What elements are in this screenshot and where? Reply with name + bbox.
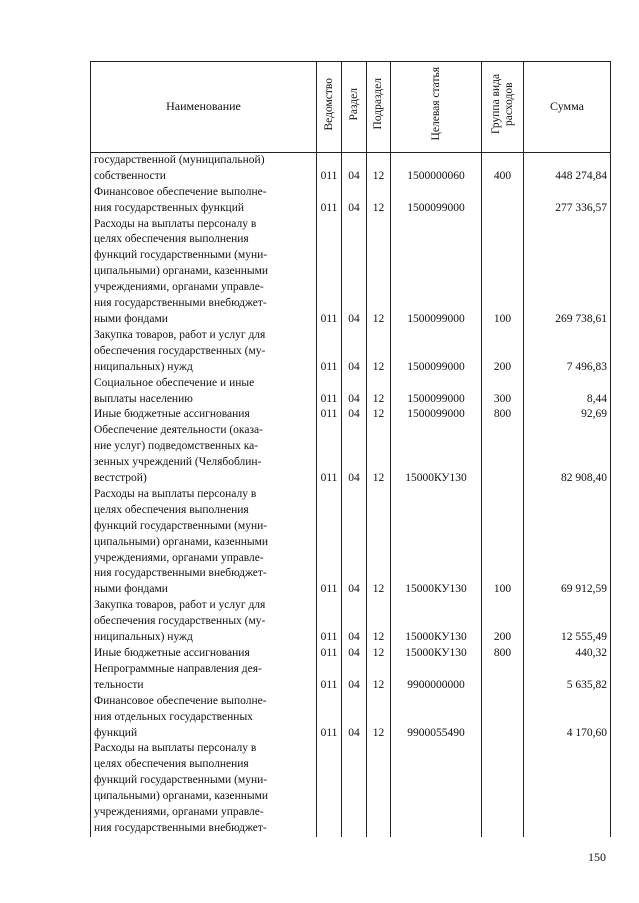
row-summa: 82 908,40 <box>524 423 611 487</box>
row-name-line: вестстрой) <box>94 472 147 485</box>
row-celevaya-statya: 1500099000 <box>391 376 482 408</box>
row-name-line: Социальное обеспечение и иные <box>94 376 255 389</box>
row-vedomstvo: 011 <box>317 598 342 646</box>
row-summa: 5 635,82 <box>524 662 611 694</box>
row-podrazdel: 12 <box>367 694 391 742</box>
row-podrazdel: 12 <box>367 185 391 217</box>
row-vedomstvo: 011 <box>317 328 342 376</box>
row-gruppa-vida-rashodov <box>482 694 524 742</box>
row-podrazdel: 12 <box>367 598 391 646</box>
row-gruppa-vida-rashodov: 800 <box>482 646 524 662</box>
row-name-line: Расходы на выплаты персоналу в <box>94 217 257 230</box>
row-name <box>91 328 317 376</box>
row-name-line: обеспечения государственных (му- <box>94 615 266 628</box>
row-podrazdel: 12 <box>367 662 391 694</box>
row-gruppa-vida-rashodov: 100 <box>482 217 524 328</box>
row-vedomstvo: 011 <box>317 185 342 217</box>
header-podrazdel: Подраздел <box>367 62 391 153</box>
row-gruppa-vida-rashodov: 400 <box>482 152 524 184</box>
row-name-line: функций государственными (муни- <box>94 519 268 532</box>
row-gruppa-vida-rashodov: 200 <box>482 328 524 376</box>
row-razdel: 04 <box>342 662 367 694</box>
budget-table <box>90 61 611 837</box>
header-razdel: Раздел <box>342 62 367 153</box>
row-vedomstvo: 011 <box>317 407 342 423</box>
row-name <box>91 376 317 408</box>
row-razdel: 04 <box>342 185 367 217</box>
row-podrazdel: 12 <box>367 423 391 487</box>
row-razdel: 04 <box>342 694 367 742</box>
row-name-line: ниципальных) нужд <box>94 360 193 373</box>
row-vedomstvo: 011 <box>317 423 342 487</box>
row-vedomstvo: 011 <box>317 376 342 408</box>
row-summa <box>524 741 611 836</box>
row-razdel: 04 <box>342 152 367 184</box>
row-name <box>91 694 317 742</box>
header-name: Наименование <box>91 62 317 153</box>
row-name-line: ния государственными внебюджет- <box>94 297 267 310</box>
row-razdel: 04 <box>342 217 367 328</box>
row-name-line: ными фондами <box>94 583 168 596</box>
row-razdel <box>342 741 367 836</box>
row-name-line: государственной (муниципальной) <box>94 153 265 166</box>
table-row <box>91 407 611 423</box>
row-summa: 440,32 <box>524 646 611 662</box>
row-podrazdel: 12 <box>367 217 391 328</box>
row-celevaya-statya: 15000КУ130 <box>391 423 482 487</box>
row-name-line: целях обеспечения выполнения <box>94 233 249 246</box>
row-razdel: 04 <box>342 598 367 646</box>
row-name-line: учреждениями, органами управле- <box>94 551 264 564</box>
row-gruppa-vida-rashodov <box>482 423 524 487</box>
row-gruppa-vida-rashodov <box>482 662 524 694</box>
row-name-line: выплаты населению <box>94 392 193 405</box>
row-vedomstvo: 011 <box>317 662 342 694</box>
row-celevaya-statya: 9900055490 <box>391 694 482 742</box>
row-name-line: Иные бюджетные ассигнования <box>94 408 250 421</box>
row-name <box>91 407 317 423</box>
row-name-line: ниципальных) нужд <box>94 631 193 644</box>
row-podrazdel <box>367 741 391 836</box>
page-number: 150 <box>588 850 606 864</box>
row-name-line: обеспечения государственных (му- <box>94 344 266 357</box>
row-gruppa-vida-rashodov <box>482 185 524 217</box>
row-name <box>91 152 317 184</box>
row-name-line: учреждениями, органами управле- <box>94 281 264 294</box>
row-name-line: ния государственных функций <box>94 201 244 214</box>
row-podrazdel: 12 <box>367 152 391 184</box>
row-gruppa-vida-rashodov: 800 <box>482 407 524 423</box>
row-name-line: ния государственными внебюджет- <box>94 821 267 834</box>
row-name-line: Непрограммные направления дея- <box>94 662 262 675</box>
row-razdel: 04 <box>342 423 367 487</box>
table-row <box>91 694 611 742</box>
header-vedomstvo: Ведомство <box>317 62 342 153</box>
table-body <box>91 152 611 836</box>
row-summa: 7 496,83 <box>524 328 611 376</box>
row-name <box>91 662 317 694</box>
table-row <box>91 662 611 694</box>
row-name-line: Финансовое обеспечение выполне- <box>94 694 267 707</box>
row-razdel: 04 <box>342 328 367 376</box>
row-summa: 8,44 <box>524 376 611 408</box>
row-name <box>91 598 317 646</box>
table-row <box>91 741 611 836</box>
row-gruppa-vida-rashodov: 100 <box>482 487 524 598</box>
row-name <box>91 646 317 662</box>
row-name-line: учреждениями, органами управле- <box>94 806 264 819</box>
row-summa: 92,69 <box>524 407 611 423</box>
row-podrazdel: 12 <box>367 646 391 662</box>
row-name-line: ными фондами <box>94 312 168 325</box>
table-row <box>91 376 611 408</box>
table-row <box>91 328 611 376</box>
row-name-line: ципальными) органами, казенными <box>94 265 269 278</box>
row-podrazdel: 12 <box>367 487 391 598</box>
row-razdel: 04 <box>342 487 367 598</box>
row-name-line: зенных учреждений (Челябоблин- <box>94 456 262 469</box>
row-gruppa-vida-rashodov: 200 <box>482 598 524 646</box>
row-vedomstvo: 011 <box>317 646 342 662</box>
row-name-line: ципальными) органами, казенными <box>94 790 269 803</box>
row-celevaya-statya: 1500099000 <box>391 407 482 423</box>
row-name-line: Финансовое обеспечение выполне- <box>94 185 267 198</box>
row-razdel: 04 <box>342 376 367 408</box>
header-summa: Сумма <box>524 62 611 153</box>
row-summa: 69 912,59 <box>524 487 611 598</box>
row-name <box>91 423 317 487</box>
row-vedomstvo: 011 <box>317 217 342 328</box>
row-name-line: Закупка товаров, работ и услуг для <box>94 599 266 612</box>
row-podrazdel: 12 <box>367 376 391 408</box>
row-razdel: 04 <box>342 646 367 662</box>
row-gruppa-vida-rashodov: 300 <box>482 376 524 408</box>
table-row <box>91 152 611 184</box>
row-razdel: 04 <box>342 407 367 423</box>
row-name-line: ния государственными внебюджет- <box>94 567 267 580</box>
row-name-line: ния отдельных государственных <box>94 710 253 723</box>
row-celevaya-statya: 15000КУ130 <box>391 598 482 646</box>
row-name <box>91 741 317 836</box>
row-summa: 448 274,84 <box>524 152 611 184</box>
table-row <box>91 423 611 487</box>
row-name-line: собственности <box>94 169 166 182</box>
row-name-line: функций государственными (муни- <box>94 774 268 787</box>
row-name <box>91 487 317 598</box>
row-name-line: целях обеспечения выполнения <box>94 758 249 771</box>
row-summa: 269 738,61 <box>524 217 611 328</box>
row-name-line: Расходы на выплаты персоналу в <box>94 487 257 500</box>
row-name <box>91 217 317 328</box>
row-celevaya-statya: 1500099000 <box>391 185 482 217</box>
row-name-line: Обеспечение деятельности (оказа- <box>94 424 263 437</box>
row-celevaya-statya: 15000КУ130 <box>391 646 482 662</box>
row-name-line: ципальными) органами, казенными <box>94 535 269 548</box>
row-name <box>91 185 317 217</box>
row-celevaya-statya: 15000КУ130 <box>391 487 482 598</box>
table-row <box>91 646 611 662</box>
row-vedomstvo <box>317 741 342 836</box>
row-summa: 12 555,49 <box>524 598 611 646</box>
row-celevaya-statya <box>391 741 482 836</box>
row-celevaya-statya: 1500099000 <box>391 328 482 376</box>
header-gruppa-vida-rashodov: Группа вида расходов <box>482 62 524 153</box>
row-podrazdel: 12 <box>367 407 391 423</box>
row-name-line: Расходы на выплаты персоналу в <box>94 742 257 755</box>
row-celevaya-statya: 9900000000 <box>391 662 482 694</box>
table-row <box>91 217 611 328</box>
row-name-line: функций <box>94 726 138 739</box>
row-name-line: Закупка товаров, работ и услуг для <box>94 328 266 341</box>
table-header-row <box>91 62 611 153</box>
row-vedomstvo: 011 <box>317 694 342 742</box>
table-row <box>91 185 611 217</box>
row-name-line: ние услуг) подведомственных ка- <box>94 440 259 453</box>
row-name-line: тельности <box>94 678 144 691</box>
row-celevaya-statya: 1500099000 <box>391 217 482 328</box>
row-summa: 277 336,57 <box>524 185 611 217</box>
row-name-line: функций государственными (муни- <box>94 249 268 262</box>
row-name-line: целях обеспечения выполнения <box>94 503 249 516</box>
header-celevaya-statya: Целевая статья <box>391 62 482 153</box>
row-podrazdel: 12 <box>367 328 391 376</box>
row-gruppa-vida-rashodov <box>482 741 524 836</box>
table-row <box>91 598 611 646</box>
row-summa: 4 170,60 <box>524 694 611 742</box>
table-row <box>91 487 611 598</box>
row-celevaya-statya: 1500000060 <box>391 152 482 184</box>
row-name-line: Иные бюджетные ассигнования <box>94 647 250 659</box>
row-vedomstvo: 011 <box>317 152 342 184</box>
row-vedomstvo: 011 <box>317 487 342 598</box>
